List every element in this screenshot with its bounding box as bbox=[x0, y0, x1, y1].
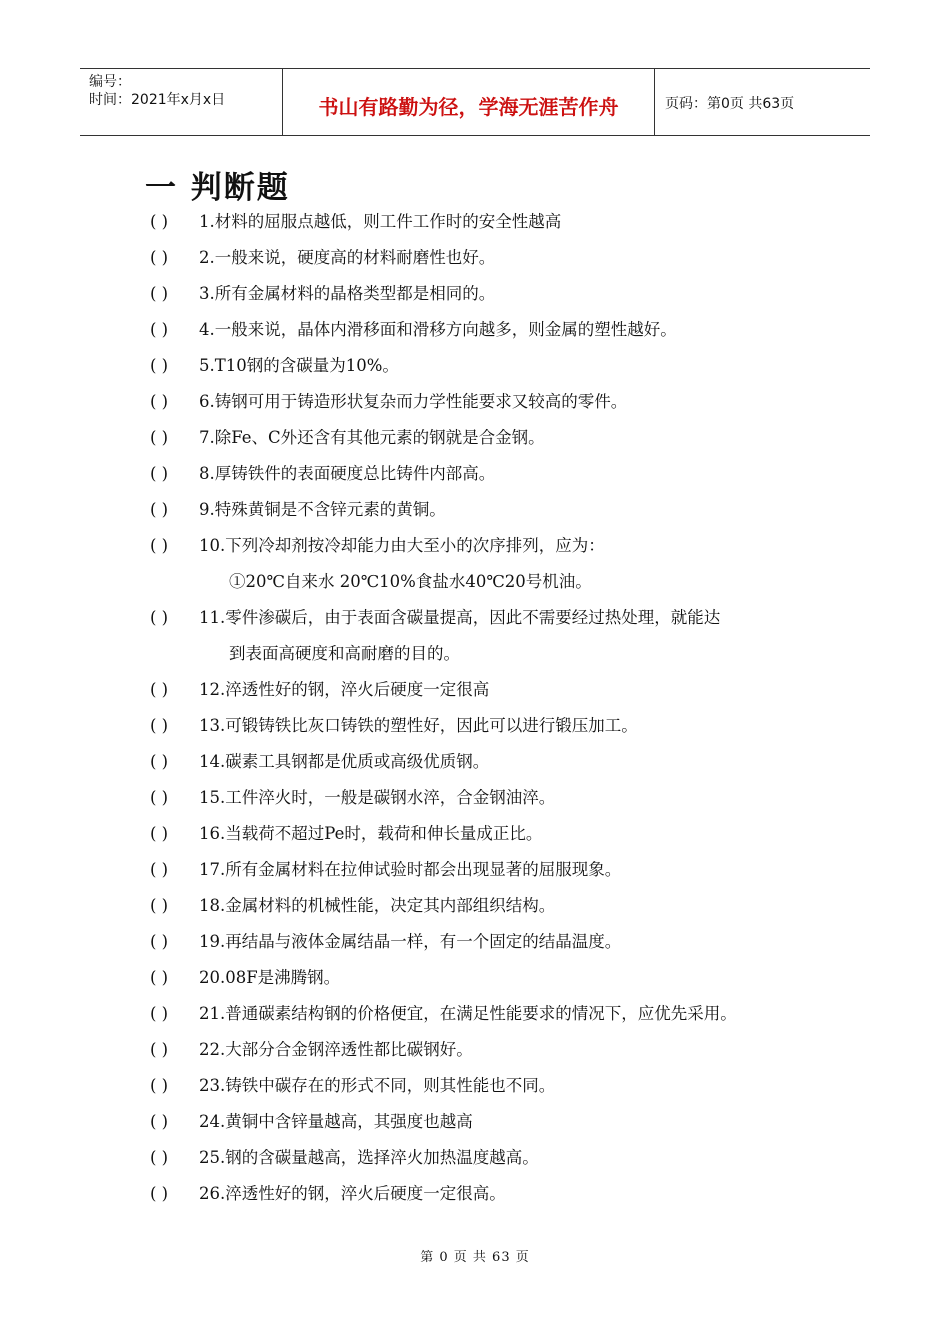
question-continuation bbox=[0, 636, 950, 672]
answer-parentheses[interactable]: ( ) bbox=[150, 1040, 169, 1059]
question-item bbox=[0, 384, 950, 420]
question-item bbox=[0, 672, 950, 708]
question-text: ①20℃自来水 20℃10%食盐水40℃20号机油。 bbox=[229, 572, 592, 591]
question-item bbox=[0, 456, 950, 492]
question-text: 10.下列冷却剂按冷却能力由大至小的次序排列，应为： bbox=[199, 536, 605, 555]
answer-parentheses[interactable]: ( ) bbox=[150, 320, 169, 339]
answer-parentheses[interactable]: ( ) bbox=[150, 932, 169, 951]
question-text: 24.黄铜中含锌量越高，其强度也越高 bbox=[199, 1112, 473, 1131]
document-number-label: 编号： bbox=[89, 74, 131, 90]
answer-parentheses[interactable]: ( ) bbox=[150, 1184, 169, 1203]
question-text: 26.淬透性好的钢，淬火后硬度一定很高。 bbox=[199, 1184, 506, 1203]
answer-parentheses[interactable]: ( ) bbox=[150, 860, 169, 879]
question-item bbox=[0, 348, 950, 384]
answer-parentheses[interactable]: ( ) bbox=[150, 752, 169, 771]
question-item bbox=[0, 888, 950, 924]
question-text: 19.再结晶与液体金属结晶一样，有一个固定的结晶温度。 bbox=[199, 932, 622, 951]
question-item bbox=[0, 1068, 950, 1104]
answer-parentheses[interactable]: ( ) bbox=[150, 608, 169, 627]
question-item bbox=[0, 960, 950, 996]
question-text: 9.特殊黄铜是不含锌元素的黄铜。 bbox=[199, 500, 446, 519]
answer-parentheses[interactable]: ( ) bbox=[150, 284, 169, 303]
question-text: 14.碳素工具钢都是优质或高级优质钢。 bbox=[199, 752, 490, 771]
question-item bbox=[0, 708, 950, 744]
question-item bbox=[0, 1032, 950, 1068]
question-text: 16.当载荷不超过Pe时，载荷和伸长量成正比。 bbox=[199, 824, 543, 843]
question-text: 21.普通碳素结构钢的价格便宜，在满足性能要求的情况下，应优先采用。 bbox=[199, 1004, 737, 1023]
answer-parentheses[interactable]: ( ) bbox=[150, 896, 169, 915]
answer-parentheses[interactable]: ( ) bbox=[150, 1112, 169, 1131]
question-item bbox=[0, 312, 950, 348]
question-item bbox=[0, 996, 950, 1032]
answer-parentheses[interactable]: ( ) bbox=[150, 968, 169, 987]
question-item bbox=[0, 420, 950, 456]
question-text: 11.零件渗碳后，由于表面含碳量提高，因此不需要经过热处理，就能达 bbox=[199, 608, 721, 627]
answer-parentheses[interactable]: ( ) bbox=[150, 1004, 169, 1023]
answer-parentheses[interactable]: ( ) bbox=[150, 824, 169, 843]
question-text: 7.除Fe、C外还含有其他元素的钢就是合金钢。 bbox=[199, 428, 545, 447]
answer-parentheses[interactable]: ( ) bbox=[150, 248, 169, 267]
header-page-info: 页码：第0页 共63页 bbox=[665, 96, 795, 112]
question-text: 1.材料的屈服点越低，则工件工作时的安全性越高 bbox=[199, 212, 562, 231]
question-text: 18.金属材料的机械性能，决定其内部组织结构。 bbox=[199, 896, 556, 915]
section-title: 一 判断题 bbox=[145, 170, 290, 206]
header-meta bbox=[80, 69, 283, 135]
question-list bbox=[0, 204, 950, 1212]
question-item bbox=[0, 528, 950, 564]
question-item bbox=[0, 924, 950, 960]
question-text: 6.铸钢可用于铸造形状复杂而力学性能要求又较高的零件。 bbox=[199, 392, 628, 411]
question-text: 4.一般来说，晶体内滑移面和滑移方向越多，则金属的塑性越好。 bbox=[199, 320, 677, 339]
answer-parentheses[interactable]: ( ) bbox=[150, 716, 169, 735]
answer-parentheses[interactable]: ( ) bbox=[150, 464, 169, 483]
question-text: 23.铸铁中碳存在的形式不同，则其性能也不同。 bbox=[199, 1076, 556, 1095]
question-text: 12.淬透性好的钢，淬火后硬度一定很高 bbox=[199, 680, 490, 699]
question-text: 17.所有金属材料在拉伸试验时都会出现显著的屈服现象。 bbox=[199, 860, 622, 879]
question-text: 20.08F是沸腾钢。 bbox=[199, 968, 341, 987]
question-item bbox=[0, 852, 950, 888]
question-item bbox=[0, 1176, 950, 1212]
question-text: 5.T10钢的含碳量为10%。 bbox=[199, 356, 399, 375]
answer-parentheses[interactable]: ( ) bbox=[150, 788, 169, 807]
question-text: 3.所有金属材料的晶格类型都是相同的。 bbox=[199, 284, 496, 303]
question-item bbox=[0, 600, 950, 636]
question-text: 25.钢的含碳量越高，选择淬火加热温度越高。 bbox=[199, 1148, 539, 1167]
question-text: 13.可锻铸铁比灰口铸铁的塑性好，因此可以进行锻压加工。 bbox=[199, 716, 638, 735]
question-item bbox=[0, 204, 950, 240]
answer-parentheses[interactable]: ( ) bbox=[150, 1148, 169, 1167]
answer-parentheses[interactable]: ( ) bbox=[150, 536, 169, 555]
answer-parentheses[interactable]: ( ) bbox=[150, 1076, 169, 1095]
question-item bbox=[0, 1140, 950, 1176]
answer-parentheses[interactable]: ( ) bbox=[150, 680, 169, 699]
question-item bbox=[0, 276, 950, 312]
question-item bbox=[0, 240, 950, 276]
answer-parentheses[interactable]: ( ) bbox=[150, 428, 169, 447]
question-continuation bbox=[0, 564, 950, 600]
question-item bbox=[0, 492, 950, 528]
header-slogan: 书山有路勤为径，学海无涯苦作舟 bbox=[283, 69, 655, 135]
page-header bbox=[80, 68, 870, 136]
document-time: 时间：2021年x月x日 bbox=[89, 92, 226, 108]
question-text: 到表面高硬度和高耐磨的目的。 bbox=[229, 644, 460, 663]
page-footer: 第 0 页 共 63 页 bbox=[420, 1250, 530, 1265]
answer-parentheses[interactable]: ( ) bbox=[150, 392, 169, 411]
question-text: 15.工件淬火时，一般是碳钢水淬，合金钢油淬。 bbox=[199, 788, 556, 807]
answer-parentheses[interactable]: ( ) bbox=[150, 212, 169, 231]
question-item bbox=[0, 1104, 950, 1140]
question-text: 8.厚铸铁件的表面硬度总比铸件内部高。 bbox=[199, 464, 496, 483]
answer-parentheses[interactable]: ( ) bbox=[150, 356, 169, 375]
question-item bbox=[0, 780, 950, 816]
answer-parentheses[interactable]: ( ) bbox=[150, 500, 169, 519]
question-text: 2.一般来说，硬度高的材料耐磨性也好。 bbox=[199, 248, 496, 267]
question-text: 22.大部分合金钢淬透性都比碳钢好。 bbox=[199, 1040, 473, 1059]
question-item bbox=[0, 816, 950, 852]
question-item bbox=[0, 744, 950, 780]
